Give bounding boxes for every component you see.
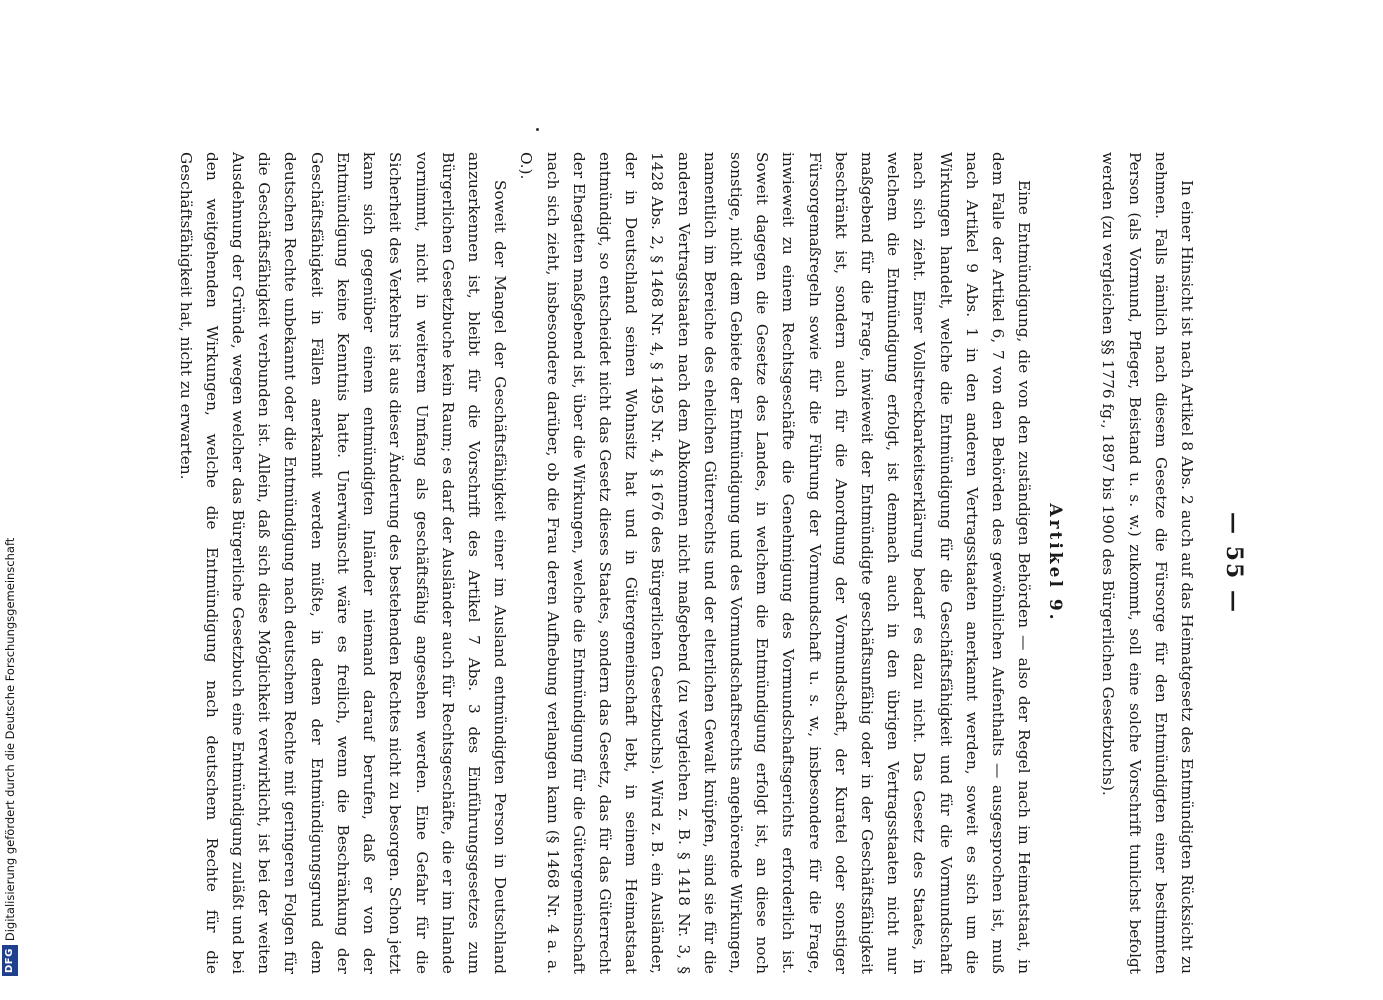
intro-paragraph: In einer Hinsicht ist nach Artikel 8 Abs. 2 auch auf das Heimatgesetz des Entmündigten Rücksicht zu nehmen. Falls nämlich nach diesem Gesetze die Fürsorge für den Entmündigten einer bestimmten Person (als Vormund, Pfleger, Beistand u. s. w.) zukommt, soll eine solche Vorschrift tunlichst befolgt werden (zu vergleichen §§ 1776 fg., 1897 bis 1900 des Bürgerlichen Gesetzbuchs). bbox=[1099, 152, 1196, 974]
article-heading: Artikel 9. bbox=[1045, 503, 1066, 623]
document-page bbox=[156, 148, 1256, 978]
page-number: — 55 — bbox=[1221, 512, 1247, 614]
scan-speck bbox=[536, 128, 539, 131]
article-paragraph-2: Soweit der Mangel der Geschäftsfähigkeit einer im Ausland entmündigten Person in Deutschland anzuerkennen ist, bleibt für die Vorschrift des Artikel 7 Abs. 3 des Einführungsgesetzes zum Bürgerlichen Gesetzbuche kein Raum; es darf der Ausländer auch für Rechtsgeschäfte, die er im Inlande vornimmt, nicht in weiterem Umfang als geschäftsfähig angesehen werden. Eine Gefahr für die Sicherheit des Verkehrs ist aus dieser Änderung des bestehenden Rechtes nicht zu besorgen. Schon jetzt kann sich gegenüber einem entmündigten Inländer niemand darauf berufen, daß er von der Entmündigung keine Kenntnis hatte. Unerwünscht wäre es freilich, wenn die Beschränkung der Geschäftsfähigkeit in Fällen anerkannt werden müßte, in denen der Entmündigungsgrund dem deutschen Rechte unbekannt oder die Entmündigung nach deutschem Rechte mit geringeren Folgen für die Geschäftsfähigkeit verbunden ist. Allein, daß sich diese Möglichkeit verwirklicht, ist bei der weiten Ausdehnung der Gründe, wegen welcher das Bürgerliche Gesetzbuch eine Entmündigung zuläßt und bei den weitgehenden Wirkungen, welche die Entmündigung nach deutschem Rechte für die Geschäftsfähigkeit hat, nicht zu erwarten. bbox=[176, 152, 510, 974]
digitization-note bbox=[0, 0, 20, 976]
digitization-note-text: Digitalisierung gefördert durch die Deutsche Forschungsgemeinschaft bbox=[3, 537, 17, 942]
dfg-logo-icon: DFG bbox=[2, 945, 18, 976]
article-paragraph-1: Eine Entmündigung, die von den zuständigen Behörden — also der Regel nach im Heimatstaat, in dem Falle der Artikel 6, 7 von den Behörden des gewöhnlichen Aufenthalts — ausgesprochen ist, muß nach Artikel 9 Abs. 1 in den anderen Vertragsstaaten anerkannt werden, soweit es sich um die Wirkungen handelt, welche die Entmündigung für die Geschäftsfähigkeit und für die Vormundschaft nach sich zieht. Einer Vollstreckbarkeitserklärung bedarf es dazu nicht. Das Gesetz des Staates, in welchem die Entmündigung erfolgt, ist demnach auch in den übrigen Vertragsstaaten nicht nur maßgebend für die Frage, inwieweit der Entmündigte geschäftsunfähig oder in der Geschäftsfähigkeit beschränkt ist, sondern auch für die Anordnung der Vormundschaft, der Kuratel oder sonstiger Fürsorgemaßregeln sowie für die Führung der Vormundschaft u. s. w., insbesondere für die Frage, inwieweit zu einem Rechtsgeschäfte die Genehmigung des Vormundschaftsgerichts erforderlich ist. Soweit dagegen die Gesetze des Landes, in welchem die Entmündigung erfolgt ist, an diese noch sonstige, nicht dem Gebiete der Entmündigung und des Vormundschaftsrechts angehörende Wirkungen, namentlich im Bereiche des ehelichen Güterrechts und der elterlichen Gewalt knüpfen, sind sie für die anderen Vertragsstaaten nach dem Abkommen nicht maßgebend (zu vergleichen z. B. § 1418 Nr. 3, § 1428 Abs. 2, § 1468 Nr. 4, § 1495 Nr. 4, § 1676 des Bürgerlichen Gesetzbuchs). Wird z. B. ein Ausländer, der in Deutschland seinen Wohnsitz hat und in Gütergemeinschaft lebt, in seinem Heimatstaat entmündigt, so entscheidet nicht das Gesetz dieses Staates, sondern das Gesetz, das für das Güterrecht der Ehegatten maßgebend ist, über die Wirkungen, welche die Entmündigung für die Gütergemeinschaft nach sich zieht, insbesondere darüber, ob die Frau deren Aufhebung verlangen kann (§ 1468 Nr. 4 a. a. O.). bbox=[517, 152, 1034, 974]
